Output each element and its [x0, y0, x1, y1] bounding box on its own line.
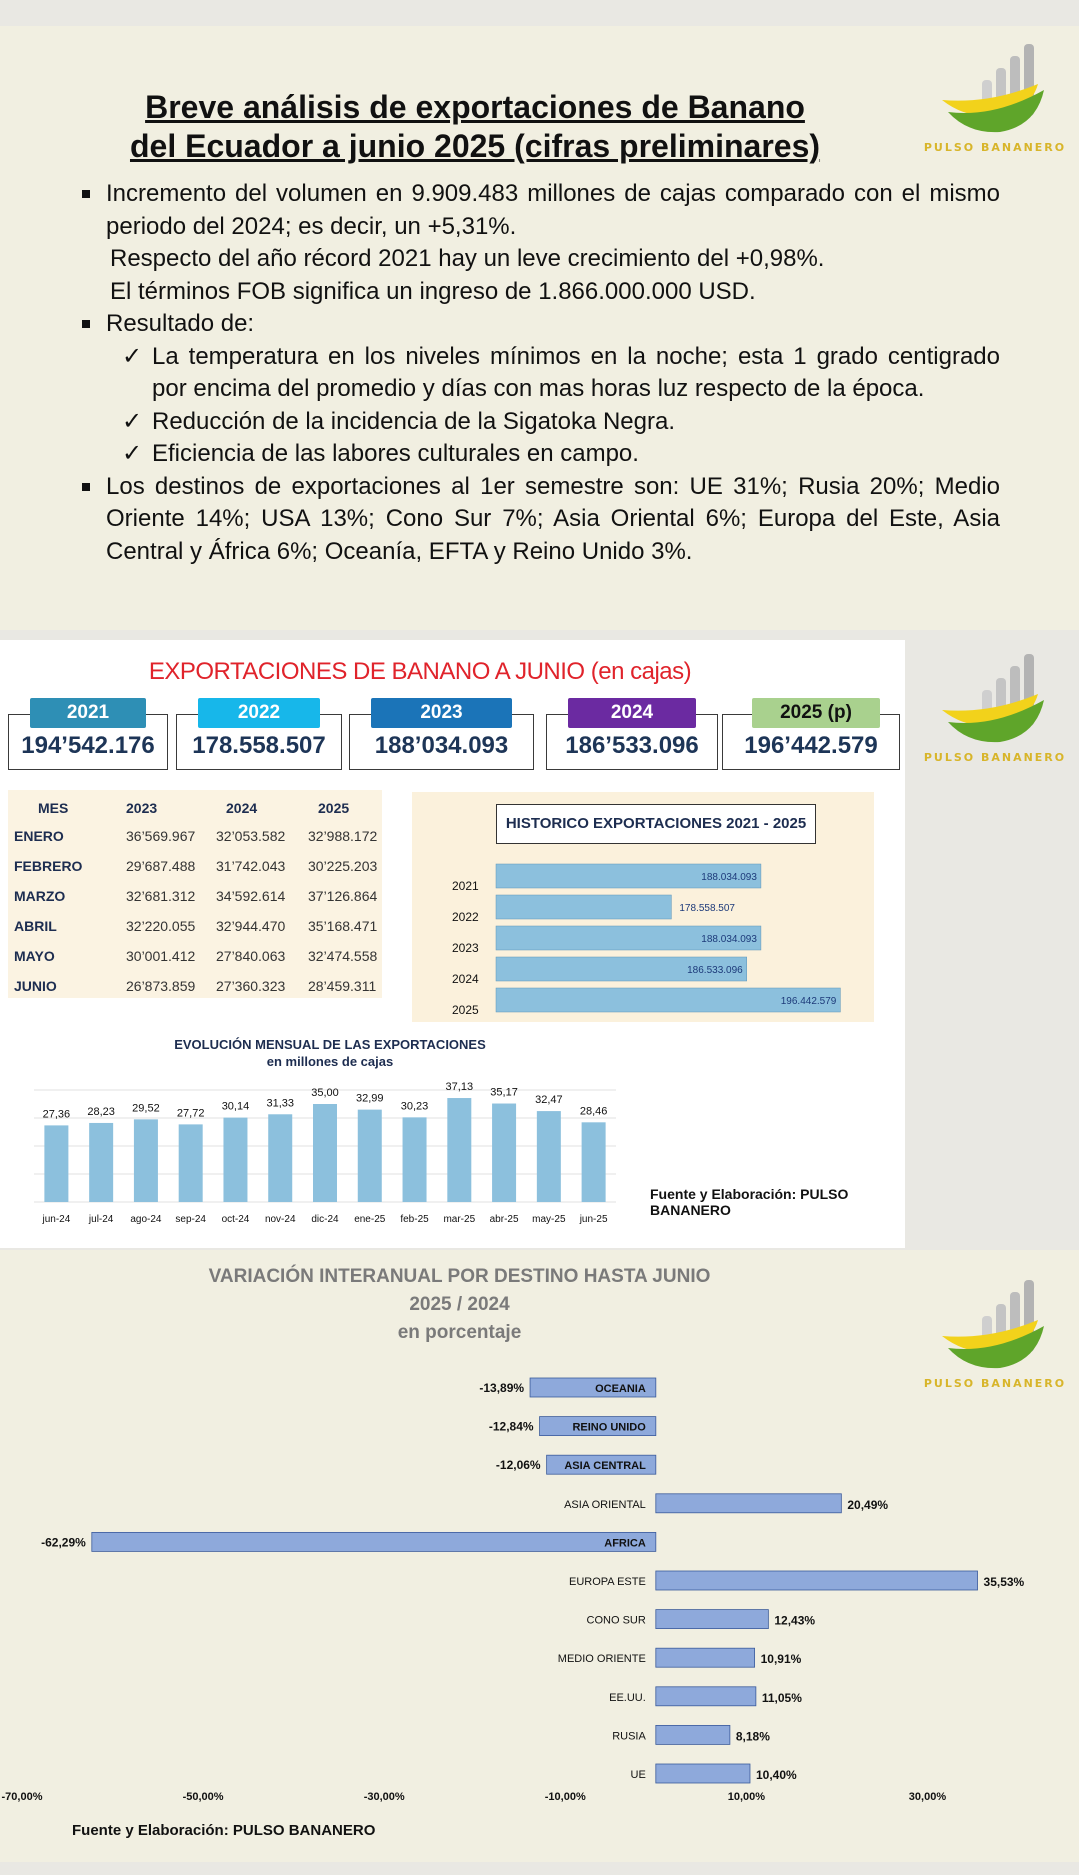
month-value: 26’873.859 — [126, 978, 196, 994]
monthly-data-label: 35,17 — [490, 1086, 518, 1099]
bullet-text: Respecto del año récord 2021 hay un leve crecimiento del +0,98%. — [110, 245, 825, 272]
historic-category-label: 2022 — [452, 910, 479, 924]
year-box-value: 188’034.093 — [349, 714, 534, 770]
variation-category-label: RUSIA — [612, 1730, 646, 1743]
month-value: 32’988.172 — [308, 828, 378, 844]
bullet-item — [80, 471, 1000, 569]
year-box — [349, 698, 534, 770]
bullet-text: El términos FOB significa un ingreso de 1.866.000.000 USD. — [110, 277, 756, 305]
variation-bar — [656, 1725, 730, 1744]
month-value: 27’840.063 — [216, 948, 286, 964]
bullet-item — [80, 178, 1000, 243]
monthly-data-label: 32,99 — [356, 1092, 384, 1105]
source-note: Fuente y Elaboración: PULSO BANANERO — [650, 1186, 849, 1218]
variation-bar — [656, 1764, 750, 1783]
monthly-category-label: jul-24 — [88, 1214, 114, 1225]
monthly-data-label: 30,23 — [400, 1100, 429, 1113]
monthly-category-label: dic-24 — [311, 1214, 339, 1225]
month-value: 35’168.471 — [308, 918, 378, 934]
table-row — [8, 858, 382, 882]
monthly-bar — [492, 1104, 516, 1202]
monthly-bar — [447, 1098, 471, 1202]
month-value: 27’360.323 — [216, 978, 286, 994]
monthly-category-label: nov-24 — [264, 1214, 296, 1225]
month-name: MAYO — [14, 948, 55, 964]
variation-bar — [656, 1610, 769, 1629]
year-box — [176, 698, 342, 770]
variation-title-line: VARIACIÓN INTERANUAL POR DESTINO HASTA JUNIO — [208, 1266, 711, 1287]
pulso-bananero-logo-3 — [920, 1270, 1070, 1390]
variation-bar — [656, 1648, 755, 1667]
year-box-value: 194’542.176 — [8, 714, 168, 770]
check-icon: ✓ — [122, 407, 143, 435]
historic-data-label: 188.034.093 — [701, 872, 757, 883]
monthly-bar — [89, 1123, 113, 1202]
monthly-bar — [44, 1125, 68, 1202]
monthly-data-label: 32,47 — [535, 1094, 563, 1107]
monthly-category-label: sep-24 — [175, 1214, 206, 1225]
logo-text: PULSO BANANERO — [923, 141, 1067, 154]
logo-text: PULSO BANANERO — [923, 1377, 1067, 1390]
variation-tick-label: 30,00% — [908, 1791, 947, 1803]
month-value: 30’225.203 — [308, 858, 378, 874]
year-box-value: 178.558.507 — [176, 714, 342, 770]
variation-data-label: -12,06% — [495, 1458, 541, 1473]
variation-data-label: 8,18% — [735, 1729, 770, 1744]
monthly-bar — [582, 1122, 606, 1202]
month-name: FEBRERO — [14, 858, 83, 874]
pulso-bananero-logo — [920, 34, 1070, 154]
month-name: MARZO — [14, 888, 66, 904]
variation-category-label: ASIA CENTRAL — [564, 1460, 646, 1473]
historic-data-label: 186.533.096 — [687, 965, 743, 976]
variation-chart-svg — [0, 1360, 1079, 1810]
variation-category-label: REINO UNIDO — [572, 1421, 646, 1434]
month-value: 32’053.582 — [216, 828, 286, 844]
historic-data-label: 196.442.579 — [780, 996, 837, 1007]
variation-bar — [92, 1532, 656, 1551]
monthly-data-label: 29,52 — [132, 1102, 160, 1115]
monthly-data-label: 27,72 — [176, 1107, 205, 1120]
variation-panel — [0, 1250, 1079, 1862]
exports-panel — [0, 640, 1067, 1248]
year-box-label: 2024 — [568, 698, 696, 728]
monthly-bar — [313, 1104, 337, 1202]
monthly-category-label: abr-25 — [489, 1214, 519, 1225]
variation-data-label: 35,53% — [983, 1575, 1025, 1589]
historic-category-label: 2024 — [452, 972, 479, 986]
variation-data-label: 12,43% — [774, 1613, 816, 1628]
bullet-item — [80, 276, 1000, 309]
banana-bar-chart-logo-icon — [920, 1270, 1070, 1375]
table-header: 2024 — [226, 800, 258, 816]
logo-text: PULSO BANANERO — [923, 751, 1067, 764]
monthly-category-label: may-25 — [532, 1214, 566, 1225]
month-value: 30’001.412 — [126, 948, 196, 964]
bullet-item — [80, 406, 1000, 439]
page-title — [60, 88, 890, 166]
table-row — [8, 948, 382, 972]
table-header: MES — [38, 800, 69, 816]
exports-title: EXPORTACIONES DE BANANO A JUNIO (en cajas) — [148, 658, 692, 685]
table-row — [8, 978, 382, 1002]
monthly-data-label: 31,33 — [266, 1097, 294, 1110]
month-name: JUNIO — [14, 978, 57, 994]
variation-data-label: 20,49% — [847, 1497, 889, 1512]
variation-category-label: AFRICA — [604, 1537, 646, 1550]
historic-bar — [496, 895, 671, 919]
variation-category-label: OCEANIA — [595, 1383, 646, 1395]
source-note-3: Fuente y Elaboración: PULSO BANANERO — [72, 1822, 376, 1839]
monthly-category-label: feb-25 — [400, 1214, 429, 1225]
bullet-text: Los destinos de exportaciones al 1er semestre son: UE 31%; Rusia 20%; Medio Oriente 14%; USA 13%; Cono Sur 7%; Asia Oriental 6%; Europa del Este, Asia Central y África 6%; Oceanía, EFTA y Reino Unido 3%. — [106, 472, 1000, 565]
month-value: 32’681.312 — [126, 888, 196, 904]
banana-bar-chart-logo-icon — [920, 644, 1070, 749]
variation-category-label: EUROPA ESTE — [568, 1576, 646, 1588]
variation-data-label: -13,89% — [479, 1381, 525, 1395]
monthly-bar — [537, 1111, 561, 1202]
variation-category-label: UE — [630, 1769, 646, 1781]
bullet-item — [80, 438, 1000, 471]
variation-data-label: -12,84% — [488, 1419, 534, 1434]
check-icon: ✓ — [122, 440, 143, 467]
monthly-table — [8, 790, 382, 998]
monthly-category-label: oct-24 — [221, 1214, 250, 1225]
variation-tick-label: -30,00% — [363, 1791, 405, 1803]
monthly-bar — [403, 1117, 427, 1202]
year-box-label: 2022 — [198, 698, 320, 728]
year-box — [722, 698, 900, 770]
historic-category-label: 2021 — [452, 879, 479, 893]
variation-bar — [656, 1687, 756, 1706]
month-value: 28’459.311 — [308, 978, 377, 994]
summary-panel — [0, 26, 1079, 630]
year-box-label: 2021 — [30, 698, 146, 728]
table-row — [8, 888, 382, 912]
monthly-data-label: 28,23 — [87, 1105, 115, 1118]
historic-category-label: 2025 — [452, 1003, 479, 1017]
bullet-item — [80, 341, 1000, 406]
monthly-data-label: 28,46 — [579, 1105, 608, 1118]
monthly-data-label: 37,13 — [445, 1081, 474, 1094]
monthly-chart-svg — [30, 1080, 620, 1230]
bullet-item — [80, 243, 1000, 276]
variation-tick-label: -10,00% — [544, 1791, 586, 1803]
monthly-data-label: 27,36 — [42, 1108, 71, 1121]
monthly-bar — [179, 1124, 203, 1202]
variation-category-label: MEDIO ORIENTE — [557, 1653, 646, 1666]
monthly-bar — [134, 1119, 158, 1202]
pulso-bananero-logo-2 — [920, 644, 1070, 764]
check-icon: ✓ — [122, 342, 143, 370]
variation-data-label: -62,29% — [41, 1535, 86, 1550]
historic-category-label: 2023 — [452, 941, 479, 955]
year-box — [546, 698, 718, 770]
table-row — [8, 828, 382, 852]
variation-category-label: CONO SUR — [586, 1614, 646, 1627]
bullet-list — [80, 178, 1000, 568]
historic-data-label: 178.558.507 — [679, 903, 736, 914]
variation-data-label: 10,91% — [760, 1652, 802, 1667]
variation-tick-label: -50,00% — [182, 1791, 224, 1803]
monthly-bar — [358, 1110, 382, 1202]
bullet-text: La temperatura en los niveles mínimos en la noche; esta 1 grado centigrado por encima del promedio y días con mas horas luz respecto de la época. — [152, 342, 1000, 402]
year-box-value: 186’533.096 — [546, 714, 718, 770]
monthly-category-label: mar-25 — [443, 1214, 476, 1225]
historic-chart-svg — [412, 792, 874, 1022]
year-box — [8, 698, 168, 770]
bullet-text: Incremento del volumen en 9.909.483 millones de cajas comparado con el mismo periodo del 2024; es decir, un +5,31%. — [106, 180, 1000, 240]
month-name: ENERO — [14, 828, 64, 844]
historic-chart — [412, 792, 874, 1022]
monthly-category-label: jun-24 — [42, 1214, 71, 1225]
table-row — [8, 918, 382, 942]
variation-bar — [656, 1494, 842, 1513]
variation-data-label: 10,40% — [755, 1768, 797, 1782]
bullet-text: Resultado de: — [106, 310, 255, 337]
month-name: ABRIL — [14, 918, 57, 934]
banana-bar-chart-logo-icon — [920, 34, 1070, 139]
variation-bar — [656, 1571, 978, 1590]
variation-data-label: 11,05% — [761, 1690, 802, 1705]
monthly-category-label: ene-25 — [354, 1214, 386, 1225]
month-value: 31’742.043 — [216, 858, 286, 874]
variation-category-label: EE.UU. — [609, 1691, 646, 1704]
monthly-chart-title — [80, 1036, 580, 1070]
monthly-bar — [223, 1118, 247, 1202]
table-header: 2023 — [126, 800, 158, 816]
monthly-chart-subtitle: en millones de cajas — [266, 1054, 394, 1069]
month-value: 32’220.055 — [126, 918, 196, 934]
historic-chart-title: HISTORICO EXPORTACIONES 2021 - 2025 — [496, 804, 816, 844]
title-line-2: del Ecuador a junio 2025 (cifras preliminares) — [129, 128, 821, 164]
monthly-category-label: ago-24 — [130, 1214, 162, 1225]
monthly-bar — [268, 1114, 292, 1202]
table-header: 2025 — [318, 800, 350, 816]
year-box-label: 2023 — [371, 698, 512, 728]
variation-subtitle: 2025 / 2024 — [409, 1294, 510, 1315]
bullet-text: Reducción de la incidencia de la Sigatoka Negra. — [152, 407, 675, 435]
monthly-category-label: jun-25 — [579, 1214, 608, 1225]
bullet-item — [80, 308, 1000, 341]
month-value: 32’474.558 — [308, 948, 378, 964]
variation-tick-label: -70,00% — [1, 1791, 43, 1803]
title-line-1: Breve análisis de exportaciones de Banano — [145, 89, 805, 125]
variation-category-label: ASIA ORIENTAL — [564, 1498, 646, 1511]
historic-data-label: 188.034.093 — [701, 934, 757, 945]
monthly-chart-title-line: EVOLUCIÓN MENSUAL DE LAS EXPORTACIONES — [174, 1037, 486, 1052]
year-box-label: 2025 (p) — [752, 698, 880, 728]
month-value: 37’126.864 — [308, 888, 378, 904]
month-value: 29’687.488 — [126, 858, 196, 874]
month-value: 32’944.470 — [216, 918, 286, 934]
year-box-value: 196’442.579 — [722, 714, 900, 770]
month-value: 36’569.967 — [126, 828, 196, 844]
month-value: 34’592.614 — [216, 888, 286, 904]
variation-subtitle-2: en porcentaje — [397, 1322, 522, 1343]
bullet-text: Eficiencia de las labores culturales en campo. — [152, 440, 639, 467]
monthly-data-label: 35,00 — [311, 1087, 339, 1099]
variation-tick-label: 10,00% — [727, 1791, 766, 1803]
monthly-data-label: 30,14 — [221, 1100, 250, 1113]
